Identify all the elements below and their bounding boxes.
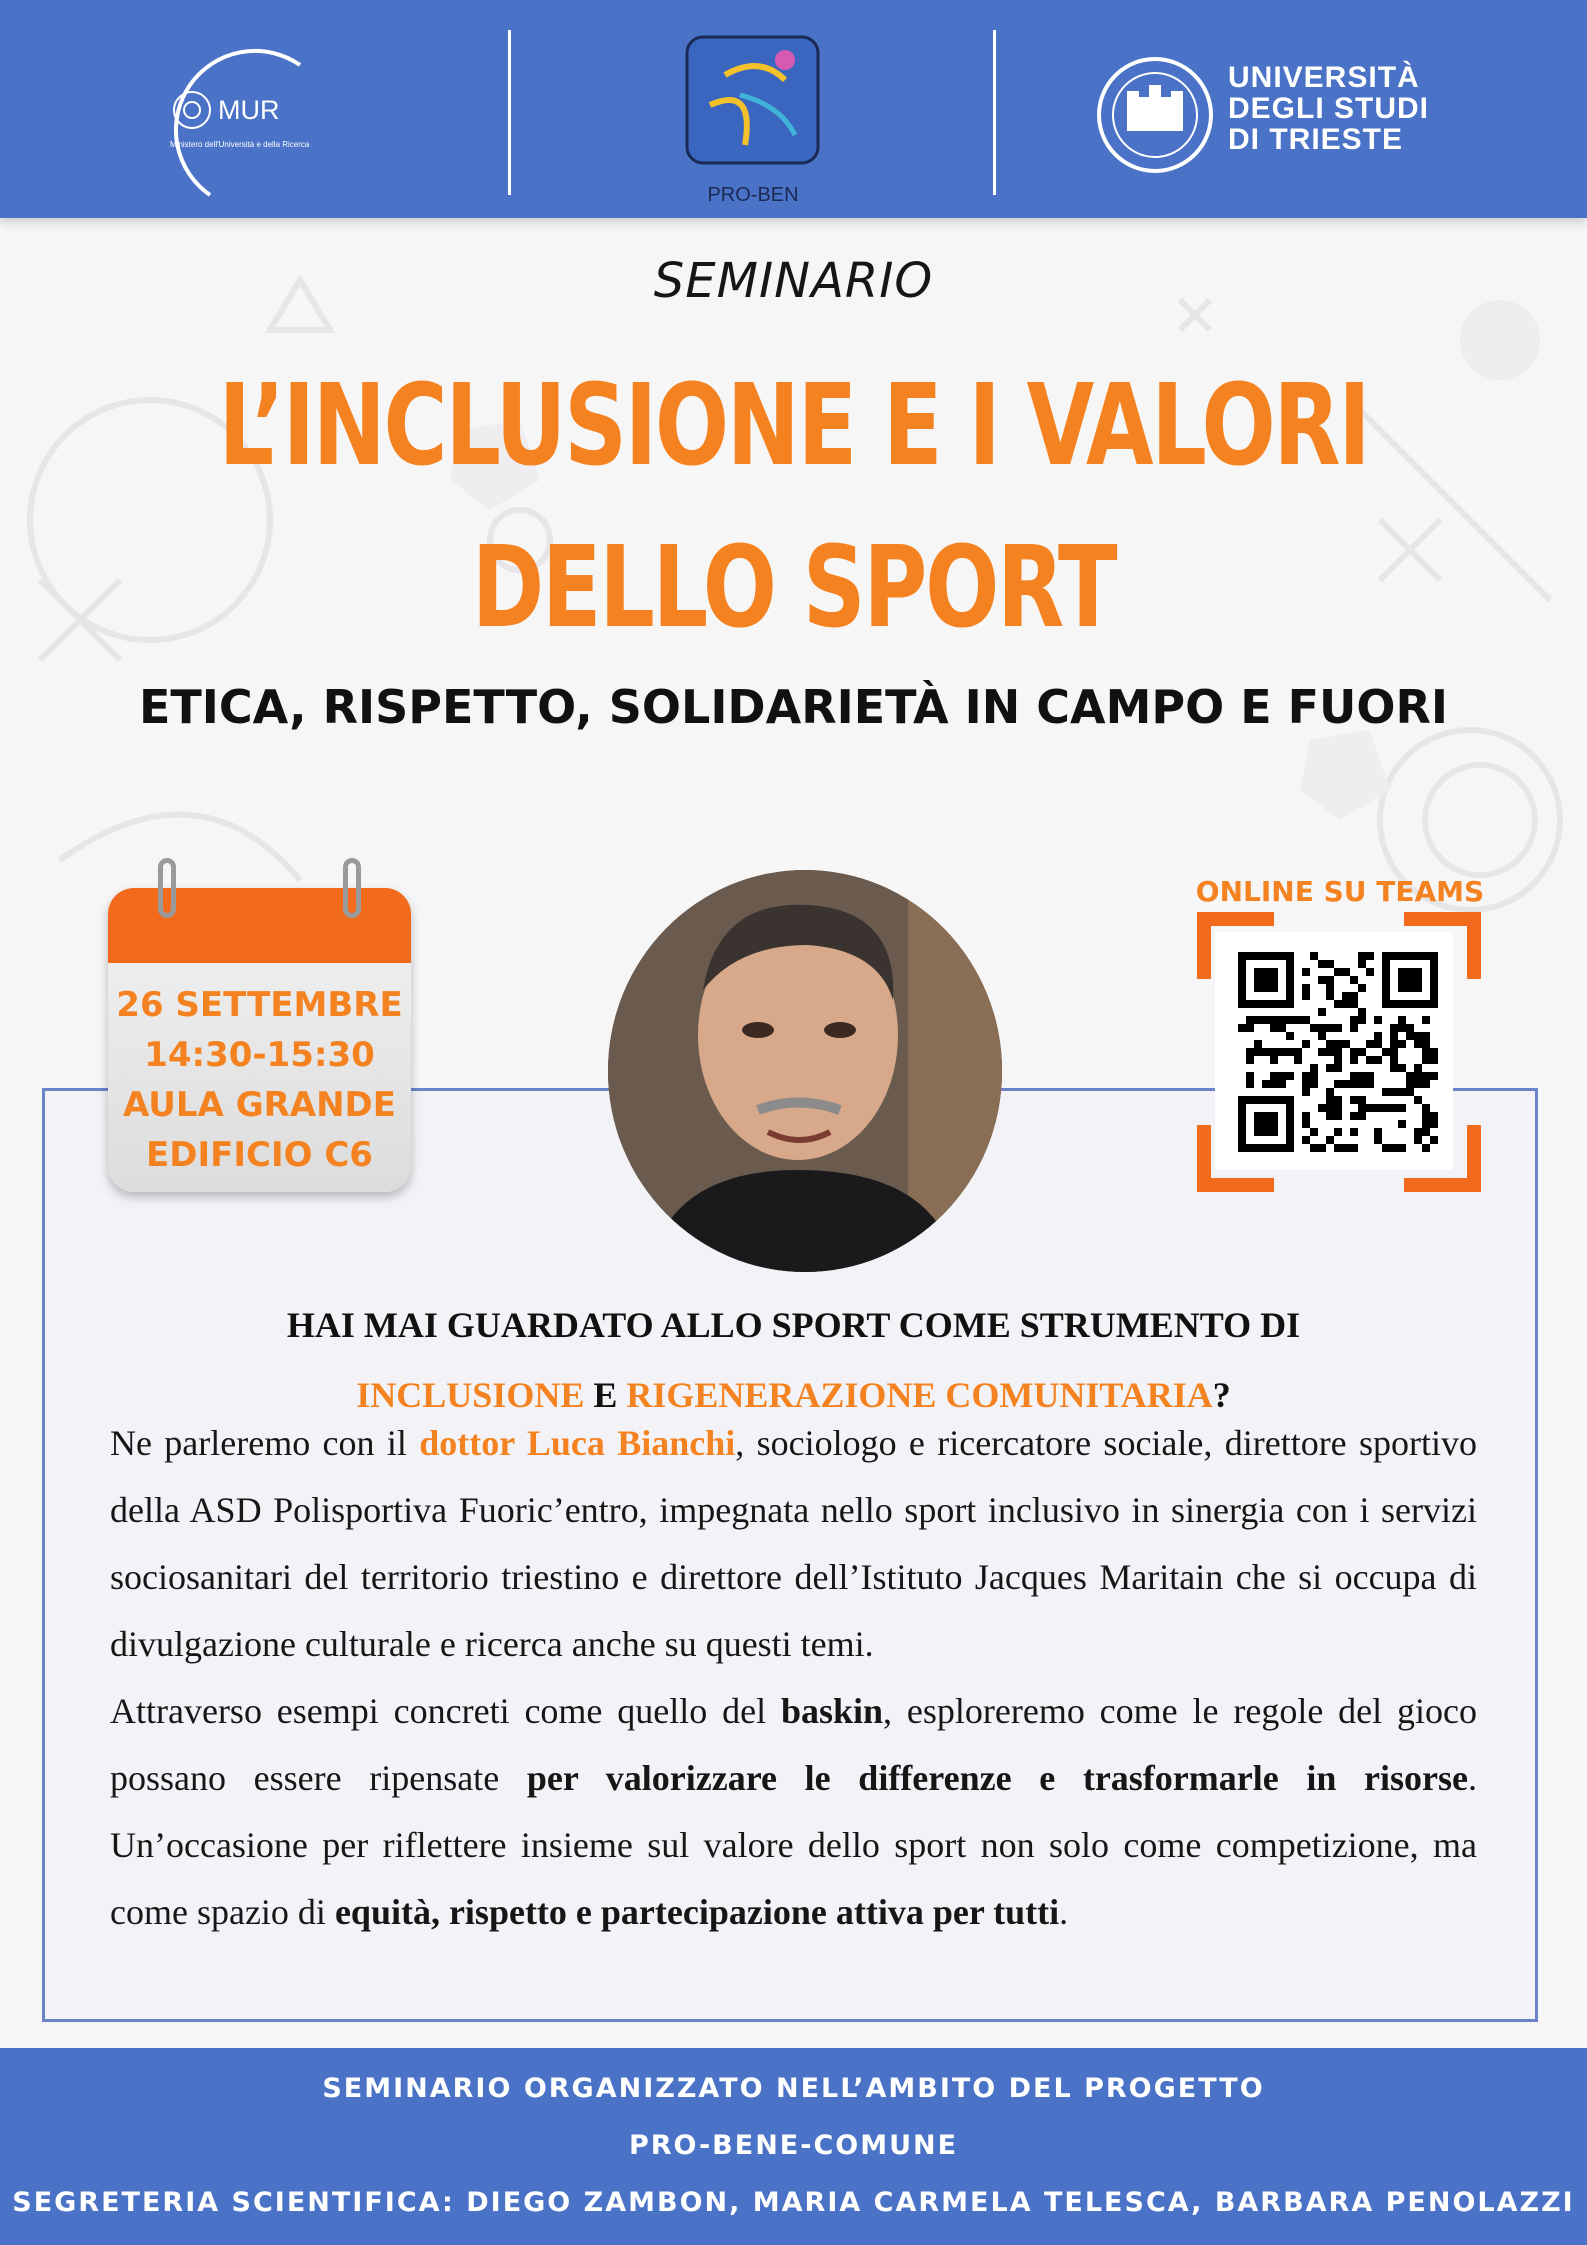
university-name-line: DEGLI STUDI (1228, 92, 1430, 125)
university-seal-logo (1095, 55, 1215, 175)
event-kind-label: SEMINARIO (653, 253, 934, 309)
event-title-line: DELLO SPORT (471, 523, 1116, 653)
mur-logo-subtext: Ministero dell'Università e della Ricerca (170, 140, 310, 149)
calendar-ring-icon (158, 858, 176, 918)
event-time: 14:30-15:30 (144, 1035, 375, 1075)
question-part1: HAI MAI GUARDATO ALLO SPORT COME STRUMENTO DI (286, 1305, 1301, 1345)
event-title-line: L’INCLUSIONE E I VALORI (218, 361, 1369, 491)
event-title (175, 345, 1413, 669)
pro-ben-logo (685, 35, 820, 165)
body-p2-e: . (1059, 1892, 1069, 1932)
calendar-ring-icon (343, 858, 361, 918)
pro-ben-logo-text: PRO-BEN (707, 184, 799, 206)
body-p2-bold-baskin: baskin (780, 1691, 884, 1731)
headline-question (110, 1290, 1477, 1430)
footer-band (0, 2048, 1587, 2245)
footer-line-project: SEMINARIO ORGANIZZATO NELL’AMBITO DEL PROGETTO (322, 2073, 1265, 2104)
event-subtitle: ETICA, RISPETTO, SOLIDARIETÀ IN CAMPO E FUORI (138, 680, 1449, 734)
university-name-line: UNIVERSITÀ (1228, 61, 1420, 94)
university-name-line: DI TRIESTE (1228, 123, 1404, 156)
body-text (110, 1410, 1477, 1946)
body-p2-d: . Un’occasione per riflettere insieme sul valore dello sport non solo come competizione, ma come spazio di (110, 1758, 1477, 1932)
header-band (0, 0, 1587, 218)
online-teams-label: ONLINE SU TEAMS (1195, 875, 1485, 908)
event-room: AULA GRANDE (123, 1085, 396, 1125)
footer-line-project-name: PRO-BENE-COMUNE (628, 2130, 959, 2161)
question-highlight-rigenerazione: RIGENERAZIONE COMUNITARIA (626, 1375, 1213, 1415)
body-p2-c: , esploreremo come le regole del gioco possano essere ripensate (110, 1691, 1477, 1798)
body-p2-bold-equita: equità, rispetto e partecipazione attiva per tutti (334, 1892, 1060, 1932)
speaker-portrait-illustration (608, 870, 1002, 1272)
event-date: 26 SETTEMBRE (116, 985, 403, 1025)
header-divider (508, 30, 511, 195)
body-paragraph-1 (110, 1410, 1477, 1678)
calendar-card (108, 888, 411, 1192)
teams-qr-code[interactable] (1238, 952, 1438, 1152)
body-p1-b: , sociologo e ricercatore sociale, direttore sportivo della ASD Polisportiva Fuoric’entro, impegnata nello sport inclusivo in sinergia con i servizi sociosanitari del territorio triestino e direttore dell’Istituto Jacques Maritain che si occupa di divulgazione culturale e ricerca anche su questi temi. (110, 1423, 1477, 1664)
footer-line-secretariat: SEGRETERIA SCIENTIFICA: DIEGO ZAMBON, MARIA CARMELA TELESCA, BARBARA PENOLAZZI (12, 2187, 1575, 2218)
question-highlight-inclusione: INCLUSIONE (356, 1375, 585, 1415)
body-p1-a: Ne parleremo con il (110, 1423, 420, 1463)
header-divider (993, 30, 996, 195)
speaker-name: dottor Luca Bianchi (419, 1423, 736, 1463)
mur-logo-text: MUR (218, 95, 280, 125)
body-p2-a: Attraverso esempi concreti come quello del (110, 1691, 781, 1731)
question-end: ? (1212, 1375, 1231, 1415)
event-building: EDIFICIO C6 (146, 1135, 373, 1175)
speaker-photo (608, 870, 1002, 1272)
university-name (1228, 62, 1429, 155)
calendar-header (108, 888, 411, 963)
body-p2-bold-valorizzare: per valorizzare le differenze e trasformarle in risorse (526, 1758, 1468, 1798)
body-paragraph-2 (110, 1678, 1477, 1946)
question-connector: E (584, 1375, 627, 1415)
calendar-details (108, 980, 411, 1180)
